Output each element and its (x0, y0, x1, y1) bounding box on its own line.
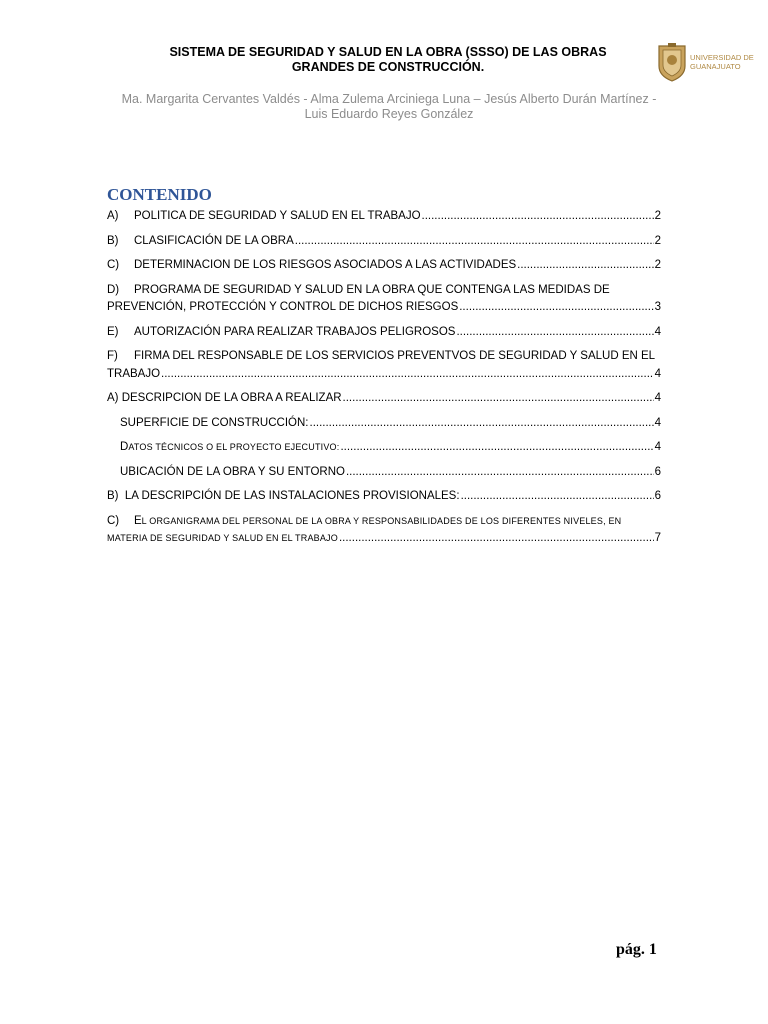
logo-text-line-1: UNIVERSIDAD DE (690, 53, 754, 62)
toc-entry-initial: E (134, 514, 142, 527)
toc-leader-dots (459, 299, 653, 317)
toc-entry-page: 4 (654, 367, 661, 380)
toc-leader-dots (161, 366, 654, 384)
toc-entry-text-line-2: MATERIA DE SEGURIDAD Y SALUD EN EL TRABAJO (107, 533, 338, 543)
toc-entry-text: A) DESCRIPCION DE LA OBRA A REALIZAR (107, 392, 342, 404)
toc-entry-page: 4 (654, 392, 661, 404)
title-line-2: GRANDES DE CONSTRUCCIÓN. (291, 60, 485, 74)
toc-entry-label: E) (107, 325, 119, 338)
toc-entry-text: CLASIFICACIÓN DE LA OBRA (134, 234, 294, 247)
toc-entry-f[interactable] (107, 348, 661, 383)
toc-leader-dots (456, 324, 653, 342)
toc-leader-dots (517, 257, 653, 275)
toc-entry-page: 7 (654, 532, 661, 544)
university-logo (657, 42, 765, 86)
toc-entry-page: 4 (654, 441, 661, 453)
toc-entry-organigrama[interactable] (107, 513, 661, 548)
toc-entry-text: UBICACIÓN DE LA OBRA Y SU ENTORNO (120, 465, 345, 478)
toc-entry-c[interactable] (107, 257, 661, 275)
toc-entry-page: 2 (654, 210, 661, 222)
toc-entry-label: C) (107, 259, 120, 271)
toc-leader-dots (310, 415, 654, 433)
document-header-title (150, 45, 626, 75)
toc-entry-superficie[interactable] (107, 415, 661, 433)
toc-entry-text-line-1: FIRMA DEL RESPONSABLE DE LOS SERVICIOS PREVENTVOS DE SEGURIDAD Y SALUD EN EL (134, 350, 656, 362)
toc-entry-ubicacion[interactable] (107, 464, 661, 482)
toc-leader-dots (461, 488, 654, 506)
toc-entry-e[interactable] (107, 324, 661, 342)
toc-entry-text (120, 439, 339, 457)
toc-entry-page: 4 (654, 416, 661, 429)
authors-line-1: Ma. Margarita Cervantes Valdés - Alma Zulema Arciniega Luna – Jesús Alberto Durán Martínez - (121, 92, 657, 106)
toc-leader-dots (295, 233, 654, 251)
toc-entry-label: A) (107, 210, 119, 222)
toc-entry-page: 4 (654, 325, 661, 338)
logo-text-line-2: GUANAJUATO (690, 61, 741, 71)
toc-entry-b[interactable] (107, 233, 661, 251)
toc-entry-page: 3 (654, 301, 661, 313)
toc-entry-text: DETERMINACION DE LOS RIESGOS ASOCIADOS A LAS ACTIVIDADES (134, 259, 517, 271)
toc-leader-dots (422, 208, 654, 226)
authors-line-2: Luis Eduardo Reyes González (304, 107, 474, 121)
toc-leader-dots (346, 464, 654, 482)
table-of-contents (107, 208, 661, 555)
toc-entry-text: AUTORIZACIÓN PARA REALIZAR TRABAJOS PELIGROSOS (134, 325, 456, 338)
title-line-1: SISTEMA DE SEGURIDAD Y SALUD EN LA OBRA (SSSO) DE LAS OBRAS (169, 45, 607, 59)
toc-entry-text-line-1 (134, 513, 621, 531)
toc-entry-text-line-2: TRABAJO (107, 367, 161, 380)
toc-entry-descripcion-obra[interactable] (107, 390, 661, 408)
toc-entry-instalaciones[interactable] (107, 488, 661, 506)
university-crest-icon (657, 42, 687, 82)
toc-entry-d[interactable] (107, 282, 661, 317)
toc-entry-label: F) (107, 350, 118, 362)
toc-entry-text: POLITICA DE SEGURIDAD Y SALUD EN EL TRABAJO (134, 210, 421, 222)
authors (100, 92, 678, 122)
toc-entry-text: SUPERFICIE DE CONSTRUCCIÓN: (120, 416, 309, 429)
toc-entry-a[interactable] (107, 208, 661, 226)
page-number: pág. 1 (616, 941, 657, 958)
logo-text (690, 54, 765, 71)
toc-entry-label: D) (107, 283, 120, 296)
toc-leader-dots (339, 530, 654, 548)
toc-entry-label: B) (107, 234, 119, 247)
toc-entry-page: 2 (654, 234, 661, 247)
toc-heading: CONTENIDO (107, 185, 212, 204)
toc-entry-label: C) (107, 514, 120, 527)
toc-entry-text-line-2: PREVENCIÓN, PROTECCIÓN Y CONTROL DE DICHOS RIESGOS (107, 301, 459, 313)
toc-entry-smallcaps: ATOS TÉCNICOS O EL PROYECTO EJECUTIVO: (128, 442, 340, 452)
toc-entry-text-line-1: PROGRAMA DE SEGURIDAD Y SALUD EN LA OBRA QUE CONTENGA LAS MEDIDAS DE (134, 283, 610, 296)
toc-entry-datos-tecnicos[interactable] (107, 439, 661, 457)
toc-entry-page: 2 (654, 259, 661, 271)
toc-entry-smallcaps: L ORGANIGRAMA DEL PERSONAL DE LA OBRA Y RESPONSABILIDADES DE LOS DIFERENTES NIVELES, EN (141, 515, 622, 526)
toc-leader-dots (340, 439, 653, 457)
toc-entry-initial: D (120, 441, 129, 453)
toc-entry-page: 6 (654, 465, 661, 478)
toc-entry-page: 6 (654, 490, 661, 502)
toc-leader-dots (343, 390, 654, 408)
toc-entry-text: B) LA DESCRIPCIÓN DE LAS INSTALACIONES PROVISIONALES: (107, 490, 460, 502)
